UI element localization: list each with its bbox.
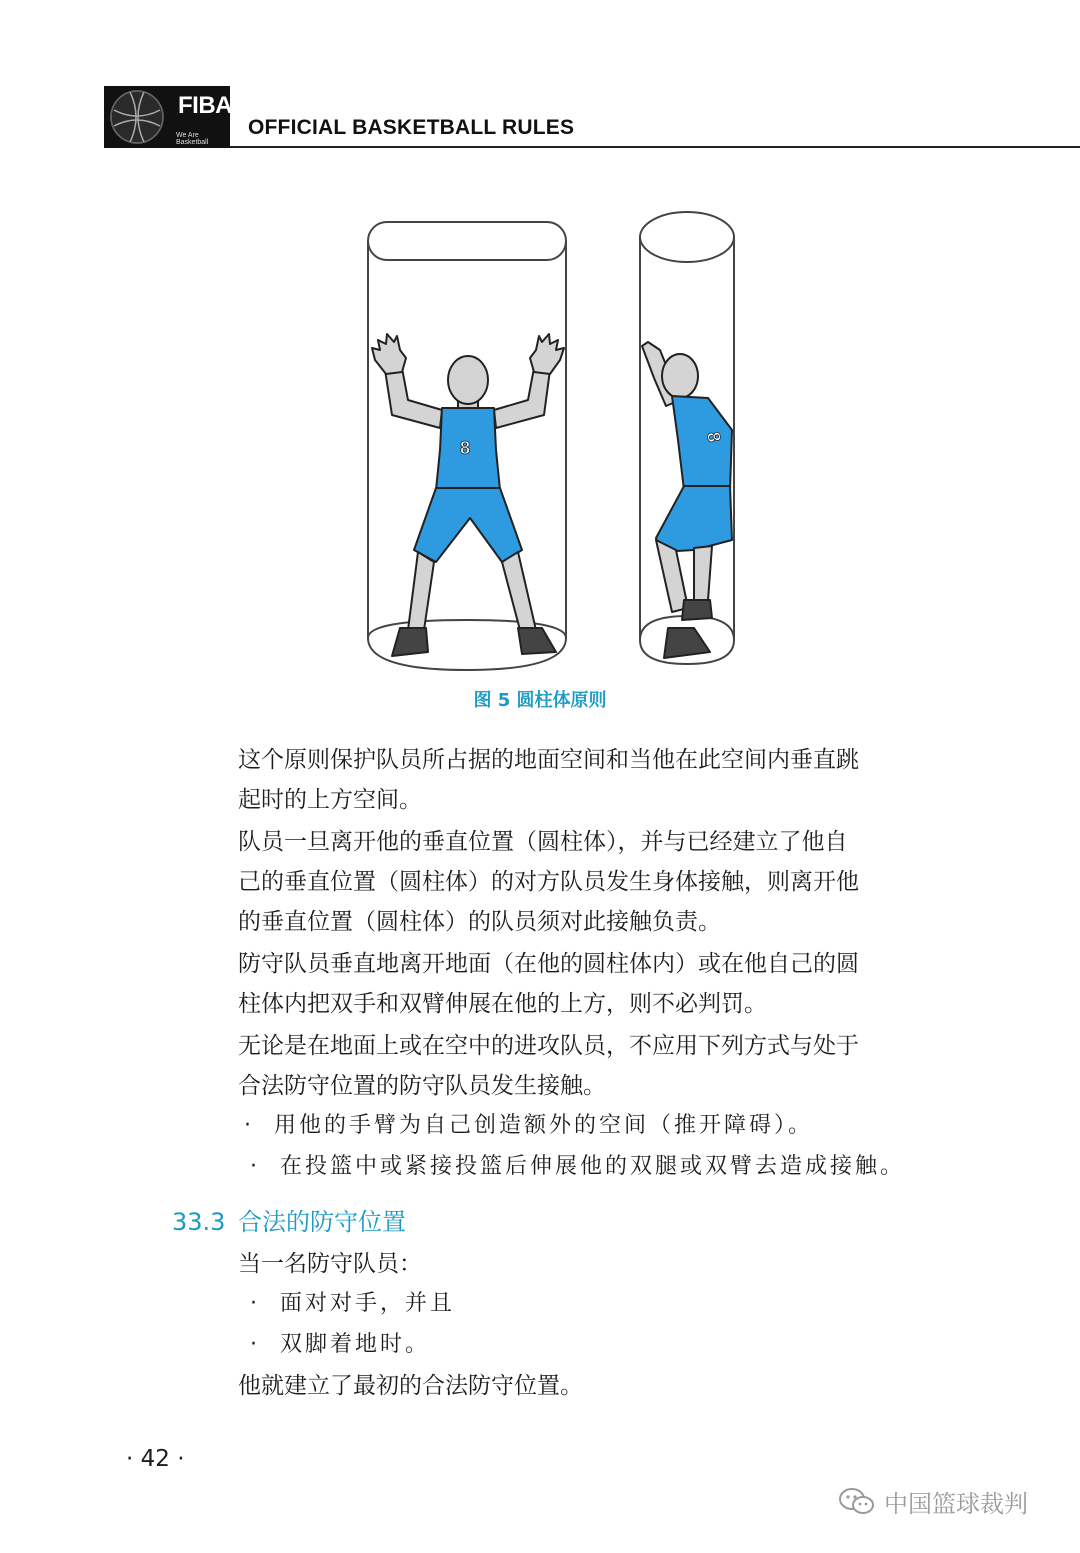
logo-tagline: We Are Basketball [176,132,209,146]
text-line: 己的垂直位置（圆柱体）的对方队员发生身体接触，则离开他 [238,869,859,895]
page-number: · 42 · [126,1446,185,1472]
header-divider [230,146,1080,148]
wechat-icon [838,1487,876,1517]
side-view-player [642,342,732,658]
logo-wordmark: FIBA [178,92,232,119]
bullet-text: 面对对手，并且 [280,1291,456,1316]
watermark-text: 中国篮球裁判 [884,1490,1028,1518]
text-line: 的垂直位置（圆柱体）的队员须对此接触负责。 [238,909,721,935]
bullet-text: 双脚着地时。 [280,1332,431,1357]
paragraph-1 [238,740,958,820]
section-outro: 他就建立了最初的合法防守位置。 [238,1373,583,1399]
text-line: 这个原则保护队员所占据的地面空间和当他在此空间内垂直跳 [238,747,859,773]
bullet-dot: · [250,1332,260,1357]
bullet-item [250,1147,905,1187]
bullet-dot: · [250,1154,260,1179]
front-view-player [372,334,564,656]
svg-text:8: 8 [703,430,725,444]
page-header-title: OFFICIAL BASKETBALL RULES [248,116,575,139]
bullet-dot: · [250,1291,260,1316]
bullet-item [244,1106,813,1146]
bullet-item [250,1284,455,1324]
svg-text:8: 8 [460,438,471,458]
bullet-text: 用他的手臂为自己创造额外的空间（推开障碍）。 [274,1113,814,1138]
paragraph-3 [238,944,958,1024]
text-line: 起时的上方空间。 [238,787,422,813]
basketball-globe-icon [108,88,166,146]
paragraph-2 [238,822,958,942]
paragraph-4 [238,1026,958,1106]
section-number: 33.3 [172,1208,226,1236]
text-line: 柱体内把双手和双臂伸展在他的上方，则不必判罚。 [238,991,767,1017]
text-line: 队员一旦离开他的垂直位置（圆柱体），并与已经建立了他自 [238,829,848,855]
fiba-logo [104,86,230,148]
bullet-item [250,1325,430,1365]
bullet-text: 在投篮中或紧接投篮后伸展他的双腿或双臂去造成接触。 [280,1154,906,1179]
cylinder-principle-illustration [350,200,750,680]
wechat-watermark [838,1484,1028,1519]
figure-caption: 图 5 圆柱体原则 [473,690,607,711]
text-line: 合法防守位置的防守队员发生接触。 [238,1073,606,1099]
text-line: 无论是在地面上或在空中的进攻队员，不应用下列方式与处于 [238,1033,859,1059]
text-line: 防守队员垂直地离开地面（在他的圆柱体内）或在他自己的圆 [238,951,859,977]
section-intro: 当一名防守队员： [238,1251,422,1277]
section-heading [172,1202,406,1242]
bullet-dot: · [244,1113,254,1138]
section-title: 合法的防守位置 [238,1208,406,1236]
